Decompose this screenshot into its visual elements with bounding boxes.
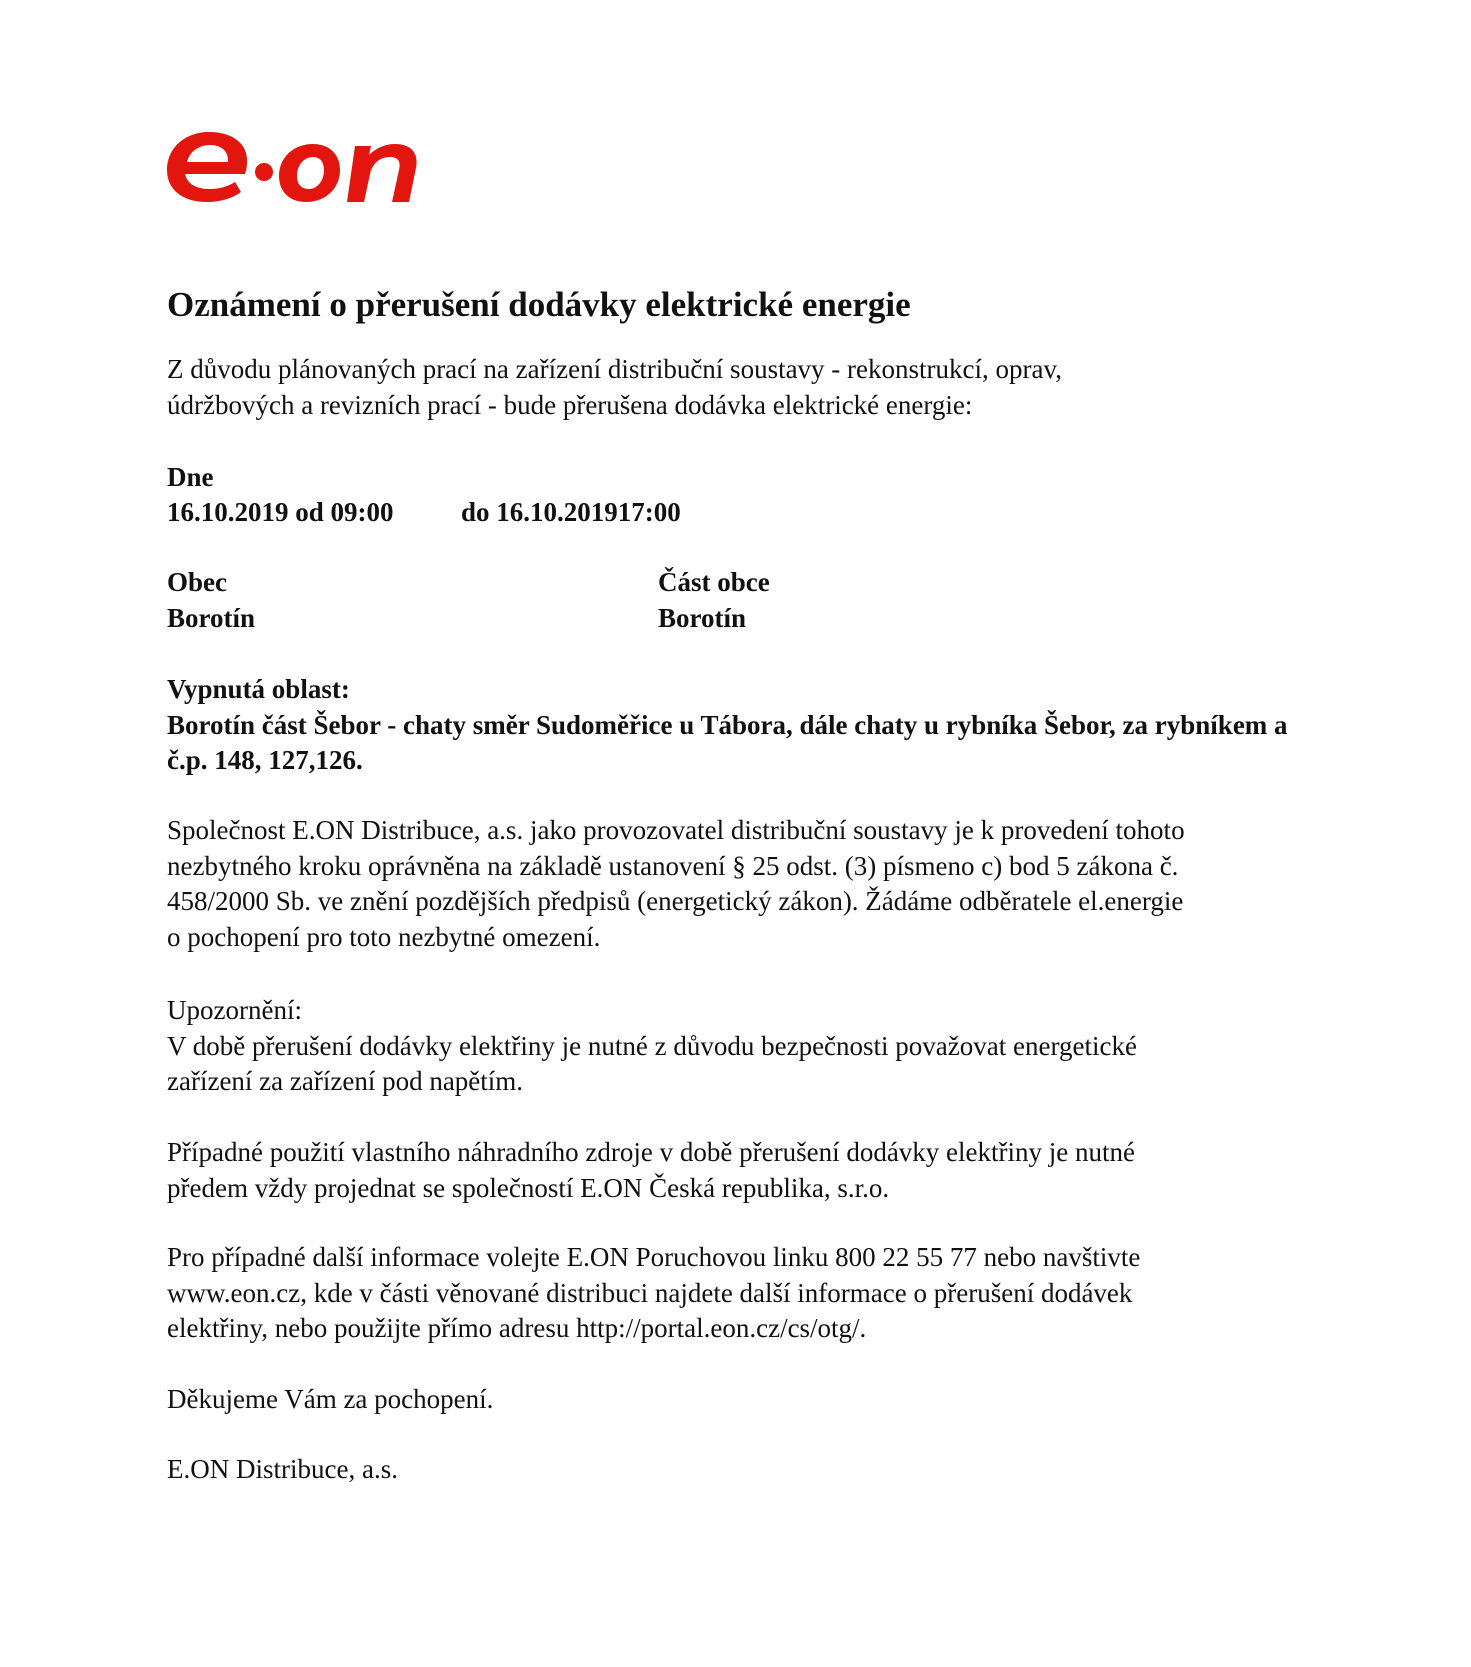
legal-line: o pochopení pro toto nezbytné omezení. xyxy=(167,921,601,952)
generator-line: předem vždy projednat se společností E.ON Česká republika, s.r.o. xyxy=(167,1172,890,1203)
thanks-line: Děkujeme Vám za pochopení. xyxy=(167,1384,494,1414)
info-line: www.eon.cz, kde v části věnované distribuci najdete další informace o přerušení dodávek xyxy=(167,1277,1133,1308)
signature xyxy=(167,1452,1327,1488)
obec-label: Obec xyxy=(167,567,227,597)
legal-paragraph xyxy=(167,813,1327,955)
date-from: 16.10.2019 od 09:00 xyxy=(167,497,394,527)
generator-line: Případné použití vlastního náhradního zdroje v době přerušení dodávky elektřiny je nutné xyxy=(167,1137,1135,1167)
date-to xyxy=(461,495,681,531)
legal-line: 458/2000 Sb. ve znění pozdějších předpisů (energetický zákon). Žádáme odběratele el.energie xyxy=(167,886,1184,916)
warning-paragraph xyxy=(167,993,1327,1100)
obec-value: Borotín xyxy=(167,603,256,633)
info-line: Pro případné další informace volejte E.ON Poruchovou linku 800 22 55 77 nebo navštivte xyxy=(167,1242,1141,1272)
date-to-prefix: do 16.10.2019 xyxy=(461,497,618,527)
generator-paragraph xyxy=(167,1135,1327,1206)
warning-line: V době přerušení dodávky elektřiny je nutné z důvodu bezpečnosti považovat energetické xyxy=(167,1030,1137,1061)
intro-line: Z důvodu plánovaných prací na zařízení distribuční soustavy - rekonstrukcí, oprav, xyxy=(167,354,1062,384)
date-to-time: 17:00 xyxy=(617,497,681,527)
signature-line: E.ON Distribuce, a.s. xyxy=(167,1454,398,1484)
warning-line: zařízení za zařízení pod napětím. xyxy=(167,1066,524,1096)
page-title: Oznámení o přerušení dodávky elektrické energie xyxy=(167,285,911,324)
info-paragraph xyxy=(167,1240,1327,1347)
info-line: elektřiny, nebo použijte přímo adresu http://portal.eon.cz/cs/otg/. xyxy=(167,1313,867,1343)
eon-logo xyxy=(163,126,433,206)
affected-area-line: Borotín část Šebor - chaty směr Sudoměřice u Tábora, dále chaty u rybníka Šebor, za rybníkem a xyxy=(167,709,1288,740)
affected-area xyxy=(167,672,1447,779)
intro-paragraph xyxy=(167,352,1327,423)
eon-logo-mark xyxy=(163,126,433,206)
intro-line: údržbových a revizních prací - bude přerušena dodávka elektrické energie: xyxy=(167,389,973,420)
legal-line: Společnost E.ON Distribuce, a.s. jako provozovatel distribuční soustavy je k provedení tohoto xyxy=(167,815,1185,845)
cast-obce-value: Borotín xyxy=(658,603,747,633)
affected-area-label: Vypnutá oblast: xyxy=(167,674,350,704)
legal-line: nezbytného kroku oprávněna na základě ustanovení § 25 odst. (3) písmeno c) bod 5 zákona č. xyxy=(167,850,1179,881)
cast-obce-label: Část obce xyxy=(658,567,770,597)
date-label: Dne xyxy=(167,462,214,492)
warning-label: Upozornění: xyxy=(167,995,302,1025)
thanks-text xyxy=(167,1382,1327,1418)
affected-area-line: č.p. 148, 127,126. xyxy=(167,745,363,775)
